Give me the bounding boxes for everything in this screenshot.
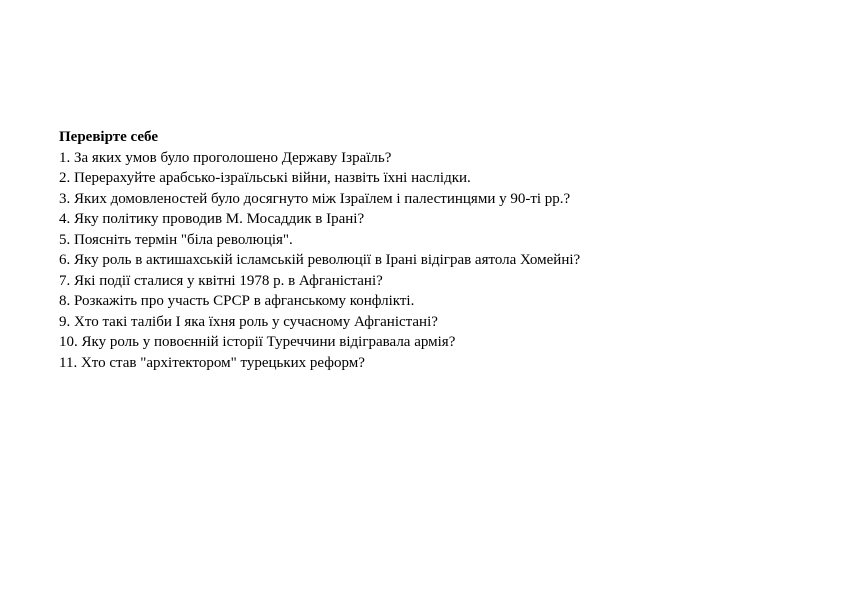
question-item: 7. Які події сталися у квітні 1978 р. в Афганістані? [59,272,383,289]
self-check-section [59,127,819,373]
question-item: 10. Яку роль у повоєнній історії Туреччини відігравала армія? [59,334,456,350]
question-item: 3. Яких домовленостей було досягнуто між Ізраїлем і палестинцями у 90-ті рр.? [59,190,571,207]
question-item: 6. Яку роль в актишахській ісламській революції в Ірані відіграв аятола Хомейні? [59,252,581,268]
question-item: 2. Перерахуйте арабсько-ізраїльські війни, назвіть їхні наслідки. [59,170,471,186]
question-item: 5. Поясніть термін "біла революція". [59,231,293,248]
question-item: 9. Хто такі таліби І яка їхня роль у сучасному Афганістані? [59,313,438,330]
question-item: 4. Яку політику проводив М. Мосаддик в Ірані? [59,211,365,227]
question-item: 8. Розкажіть про участь СРСР в афганському конфлікті. [59,293,415,309]
question-item: 1. За яких умов було проголошено Державу Ізраїль? [59,149,392,166]
section-heading: Перевірте себе [59,129,158,145]
question-item: 11. Хто став "архітектором" турецьких реформ? [59,354,365,371]
question-list [59,148,819,374]
